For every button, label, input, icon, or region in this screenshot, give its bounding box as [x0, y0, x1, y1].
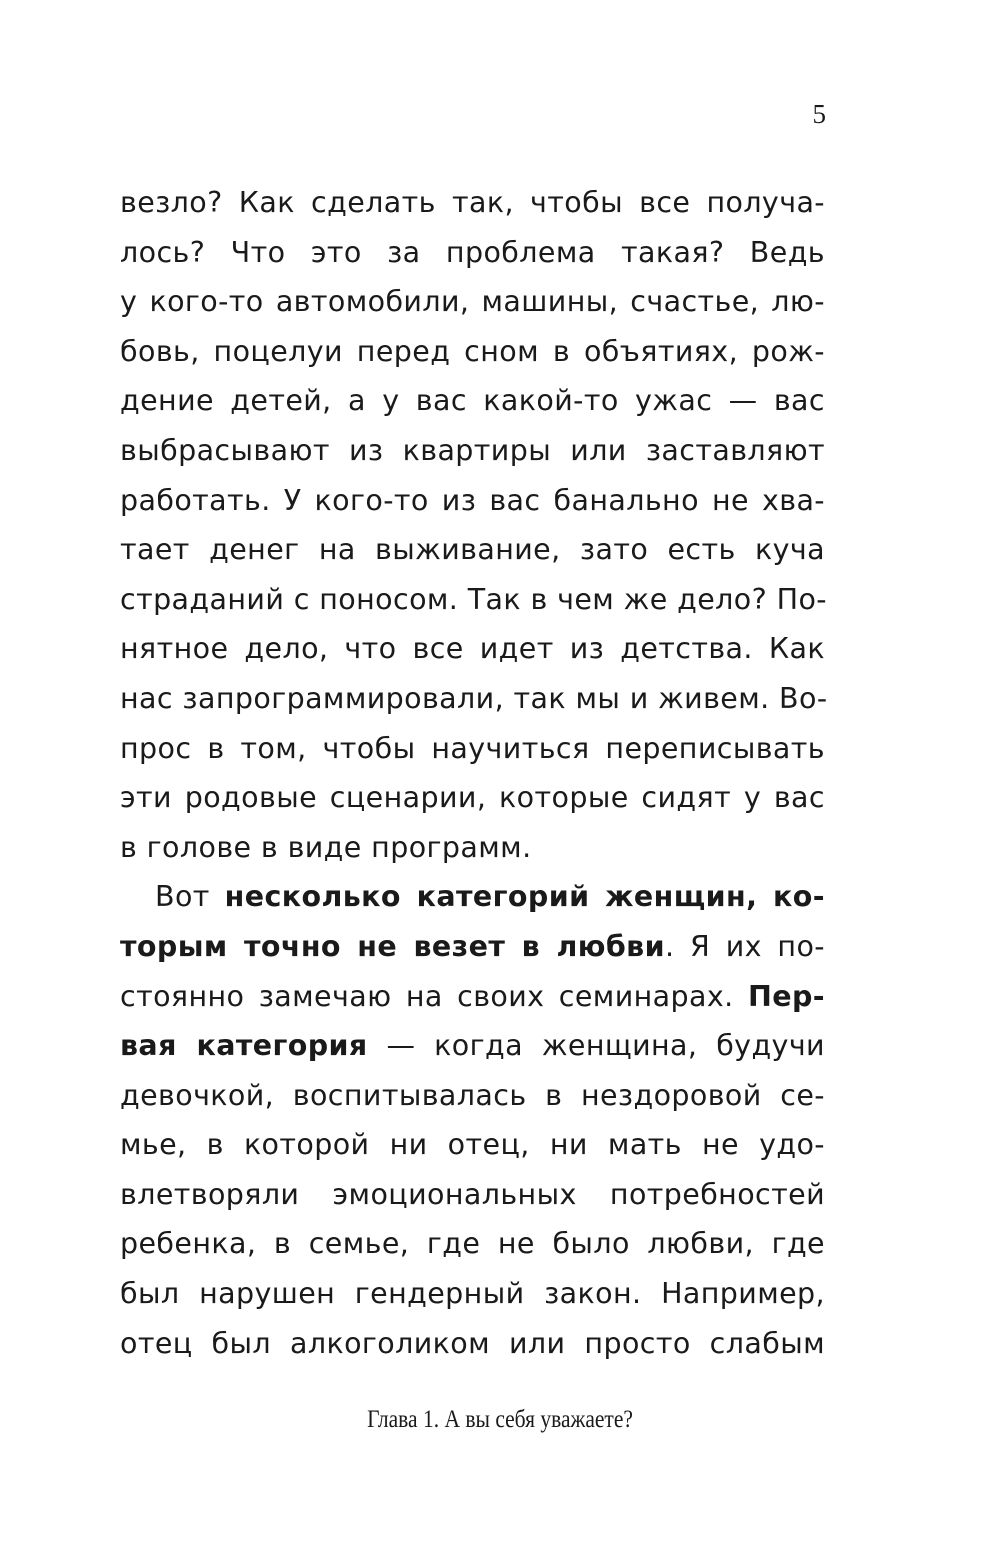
text-line: выбрасывают из квартиры или заставляют	[120, 433, 825, 467]
text-line: прос в том, чтобы научиться переписывать	[120, 731, 825, 765]
page-number: 5	[812, 99, 826, 129]
text-line: эти родовые сценарии, которые сидят у вас	[120, 781, 825, 815]
body-text	[120, 178, 828, 1368]
text-run: — когда женщина, будучи	[367, 1029, 825, 1063]
text-line: в голове в виде программ.	[120, 830, 532, 864]
bold-run: вая категория	[120, 1029, 368, 1063]
bold-run: несколько категорий женщин, ко-	[224, 880, 825, 914]
text-line: работать. У кого-то из вас банально не хва-	[120, 483, 825, 517]
text-line: страданий с поносом. Так в чем же дело? По-	[120, 582, 827, 616]
text-line: тает денег на выживание, зато есть куча	[120, 533, 825, 567]
text-line	[120, 872, 825, 922]
text-line	[120, 972, 825, 1022]
text-line	[120, 922, 825, 972]
text-line: ребенка, в семье, где не было любви, где	[120, 1227, 825, 1261]
text-line: у кого-то автомобили, машины, счастье, лю-	[120, 285, 825, 319]
text-line: отец был алкоголиком или просто слабым	[120, 1326, 825, 1360]
text-run: . Я их по-	[664, 929, 825, 963]
text-line: девочкой, воспитывалась в нездоровой се-	[120, 1078, 825, 1112]
text-line: бовь, поцелуи перед сном в объятиях, рож-	[120, 334, 825, 368]
bold-run: Пер-	[747, 979, 825, 1013]
text-line: влетворяли эмоциональных потребностей	[120, 1177, 825, 1211]
running-footer: Глава 1. А вы себя уважаете?	[367, 1406, 633, 1433]
text-line: нятное дело, что все идет из детства. Как	[120, 632, 825, 666]
text-line: нас запрограммировали, так мы и живем. Во-	[120, 681, 828, 715]
text-line	[120, 1021, 825, 1071]
text-line: дение детей, а у вас какой-то ужас — вас	[120, 384, 825, 418]
text-run: Вот	[155, 880, 225, 914]
text-run: стоянно замечаю на своих семинарах.	[120, 979, 748, 1013]
text-line: лось? Что это за проблема такая? Ведь	[120, 235, 825, 269]
bold-run: торым точно не везет в любви	[120, 929, 665, 963]
text-line: мье, в которой ни отец, ни мать не удо-	[120, 1128, 825, 1162]
text-line: был нарушен гендерный закон. Например,	[120, 1277, 825, 1311]
text-line: везло? Как сделать так, чтобы все получа-	[120, 186, 825, 219]
